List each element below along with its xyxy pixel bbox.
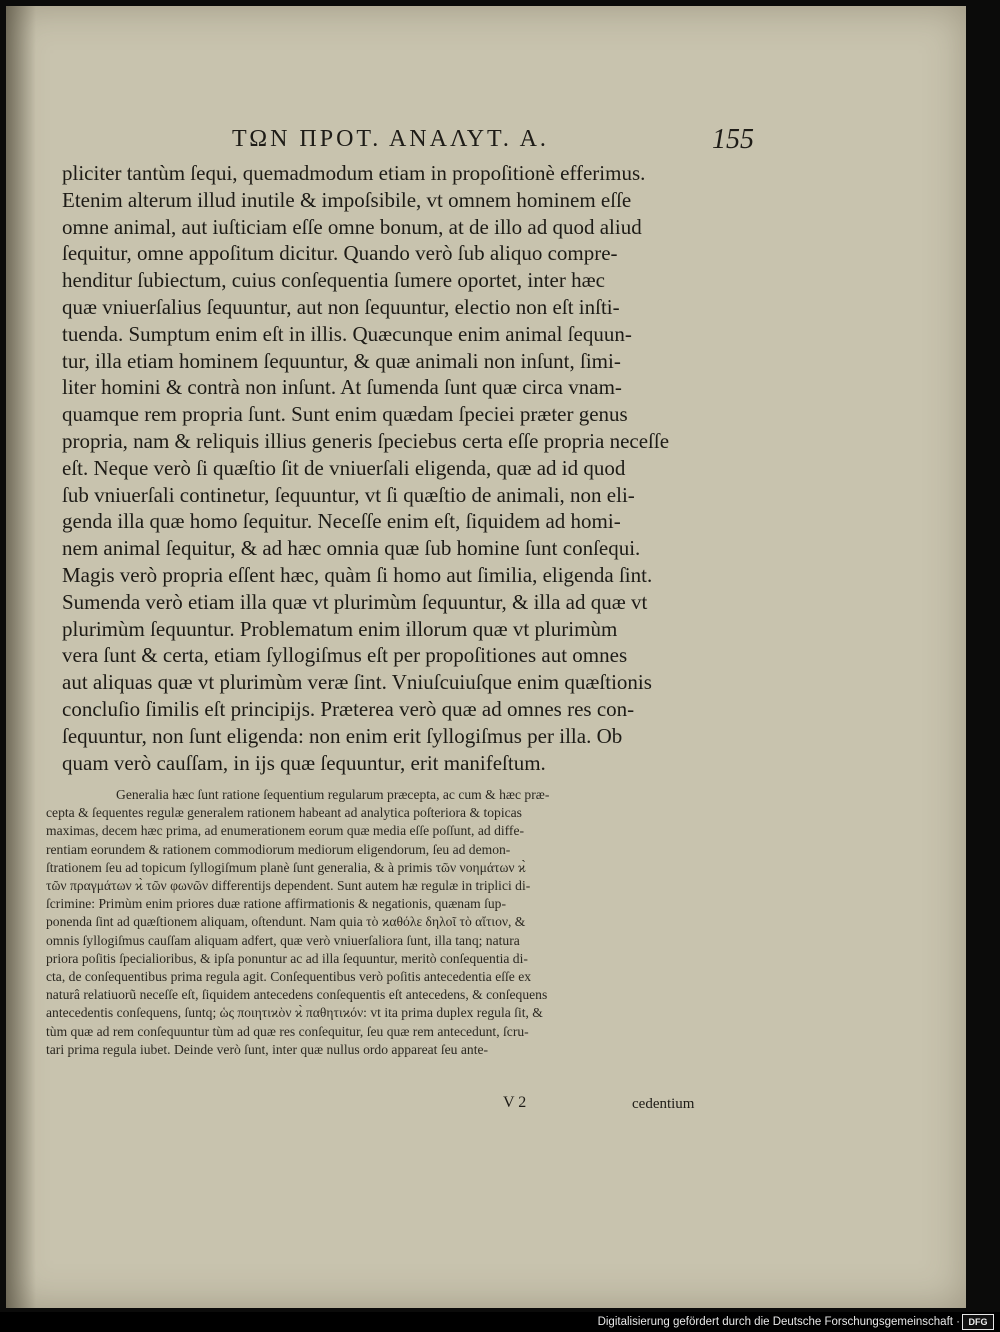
text-line: Magis verò propria eſſent hæc, quàm ſi homo aut ſimilia, eligenda ſint. xyxy=(62,562,653,587)
text-line: omne animal, aut iuſticiam eſſe omne bonum, at de illo ad quod aliud xyxy=(62,214,642,239)
note-line: antecedentis conſequens, ſuntq; ὡς ποιητιϰὸν ϰ̀ παθητιϰόν: vt ita prima duplex regula ſit, & xyxy=(46,1005,543,1021)
text-line: nem animal ſequitur, & ad hæc omnia quæ ſub homine ſunt conſequi. xyxy=(62,536,641,561)
page-number: 155 xyxy=(712,124,754,155)
funding-credit: Digitalisierung gefördert durch die Deutsche Forschungsgemeinschaft · xyxy=(597,1316,960,1328)
text-line: propria, nam & reliquis illius generis ſpeciebus certa eſſe propria neceſſe xyxy=(62,428,670,453)
text-line: ſequitur, omne appoſitum dicitur. Quando verò ſub aliquo compre- xyxy=(62,241,618,266)
dfg-logo[interactable]: DFG xyxy=(962,1314,994,1330)
note-line: cta, de conſequentibus prima regula agit. Conſequentibus verò poſitis antecedentia eſſe ex xyxy=(46,969,532,985)
text-line: liter homini & contrà non inſunt. At ſumenda ſunt quæ circa vnam- xyxy=(62,375,622,400)
text-line: Etenim alterum illud inutile & impoſsibile, vt omnem hominem eſſe xyxy=(62,187,632,212)
note-line: tari prima regula iubet. Deinde verò ſunt, inter quæ nullus ordo appareat ſeu ante- xyxy=(46,1041,489,1057)
catchword: cedentium xyxy=(632,1096,695,1112)
note-line: omnis ſyllogiſmus cauſſam aliquam adfert, quæ verò vniuerſaliora ſunt, illa tanq; natura xyxy=(46,932,520,948)
note-line: tùm quæ ad rem conſequuntur tùm ad quæ res conſequitur, ſeu quæ rem antecedunt, ſcru- xyxy=(46,1023,529,1039)
text-line: henditur ſubiectum, cuius conſequentia ſumere oportet, inter hæc xyxy=(62,268,605,293)
text-line: ſub vniuerſali continetur, ſequuntur, vt ſi quæſtio de animali, non eli- xyxy=(62,482,635,507)
note-line: priora poſitis ſpecialioribus, & ipſa ponuntur ac ad illa ſequuntur, meritò conſequentia di- xyxy=(46,950,528,966)
text-line: ſequuntur, non ſunt eligenda: non enim erit ſyllogiſmus per illa. Ob xyxy=(62,723,623,748)
note-line: Generalia hæc ſunt ratione ſequentium regularum præcepta, ac cum & hæc præ- xyxy=(116,787,550,802)
text-line: quam verò cauſſam, in ijs quæ ſequuntur, erit manifeſtum. xyxy=(62,750,546,775)
note-line: ſcrimine: Primùm enim priores duæ ratione affirmationis & negationis, quænam ſup- xyxy=(46,896,506,912)
note-line: ponenda ſint ad quæſtionem aliquam, oſtendunt. Nam quia τὸ ϰαθόλε δηλοῖ τὸ αἴτιον, & xyxy=(46,914,526,930)
note-line: maximas, decem hæc prima, ad enumerationem eorum quæ media eſſe poſſunt, ad diffe- xyxy=(46,823,525,839)
text-line: aut aliquas quæ vt plurimùm veræ ſint. Vniuſcuiuſque enim quæſtionis xyxy=(62,670,652,695)
text-line: vera ſunt & certa, etiam ſyllogiſmus eſt per propoſitiones aut omnes xyxy=(62,643,628,668)
note-line: naturâ relatiuorũ neceſſe eſt, ſiquidem antecedens conſequentis eſt antecedens, & conſequens xyxy=(46,987,548,1003)
text-line: tuenda. Sumptum enim eſt in illis. Quæcunque enim animal ſequun- xyxy=(62,321,632,346)
running-header: ΤΩΝ ΠΡΟΤ. ΑΝΑΛΥΤ. Α. xyxy=(232,126,549,152)
note-line: cepta & ſequentes regulæ generalem rationem habeant ad analytica poſteriora & topicas xyxy=(46,805,522,821)
text-line: genda illa quæ homo ſequitur. Neceſſe enim eſt, ſiquidem ad homi- xyxy=(62,509,621,534)
signature-mark: V 2 xyxy=(503,1094,527,1111)
commentary-notes xyxy=(46,786,728,1059)
main-text-block xyxy=(62,160,738,776)
text-line: Sumenda verò etiam illa quæ vt plurimùm ſequuntur, & illa ad quæ vt xyxy=(62,589,648,614)
note-line: τῶν πραγμάτων ϰ̀ τῶν φωνῶν differentijs dependent. Sunt autem hæ regulæ in triplici di- xyxy=(46,878,531,894)
text-line: quæ vniuerſalius ſequuntur, aut non ſequuntur, electio non eſt inſti- xyxy=(62,294,620,319)
page-gutter-shadow xyxy=(6,6,36,1308)
text-line: tur, illa etiam hominem ſequuntur, & quæ animali non inſunt, ſimi- xyxy=(62,348,621,373)
text-line: concluſio ſimilis eſt principijs. Præterea verò quæ ad omnes res con- xyxy=(62,696,635,721)
note-line: rentiam eorundem & rationem commodiorum mediorum eligendorum, ſeu ad demon- xyxy=(46,841,511,857)
text-line: quamque rem propria ſunt. Sunt enim quædam ſpeciei præter genus xyxy=(62,402,628,427)
text-line: eſt. Neque verò ſi quæſtio ſit de vniuerſali eligenda, quæ ad id quod xyxy=(62,455,626,480)
note-line: ſtrationem ſeu ad topicum ſyllogiſmum planè ſunt generalia, & à primis τῶν νοημάτων ϰ̀ xyxy=(46,859,526,875)
text-line: plurimùm ſequuntur. Problematum enim illorum quæ vt plurimùm xyxy=(62,616,618,641)
text-line: pliciter tantùm ſequi, quemadmodum etiam in propoſitionè efferimus. xyxy=(62,161,646,185)
